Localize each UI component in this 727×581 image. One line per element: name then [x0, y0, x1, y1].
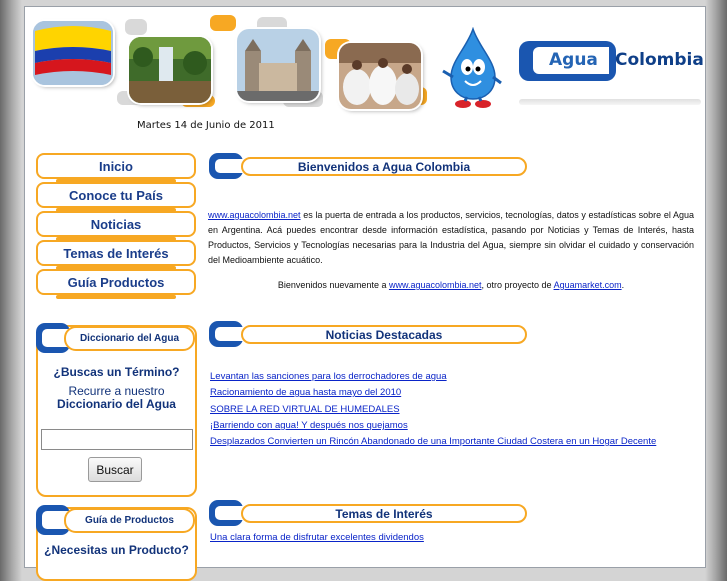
topic-item[interactable]: Una clara forma de disfrutar excelentes dividendos: [210, 532, 424, 543]
dictionary-box: [36, 325, 197, 497]
welcome-header: [209, 153, 527, 179]
dancers-photo: [339, 43, 421, 109]
search-button[interactable]: Buscar: [88, 457, 142, 482]
nav-label: Guía Productos: [67, 274, 165, 290]
products-header: [36, 505, 197, 535]
welcome-again-prefix: Bienvenidos nuevamente a: [277, 280, 389, 290]
flag-photo: [33, 21, 113, 85]
dictionary-header: [36, 323, 197, 353]
logo-agua-text: Agua: [549, 50, 598, 70]
current-date: Martes 14 de Junio de 2011: [137, 120, 275, 131]
agua-colombia-logo[interactable]: [519, 41, 705, 81]
nav-noticias[interactable]: [36, 211, 196, 237]
dictionary-line1: Recurre a nuestro: [68, 384, 165, 398]
nav-label: Temas de Interés: [63, 245, 169, 261]
aguacolombia-link[interactable]: www.aguacolombia.net: [208, 210, 301, 220]
nav-label: Noticias: [90, 216, 142, 232]
nav-inicio[interactable]: [36, 153, 196, 179]
news-item[interactable]: Levantan las sanciones para los derrochadores de agua: [210, 371, 447, 382]
welcome-text: es la puerta de entrada a los productos, servicios, tecnologías, datos y estadísticas sobre el Agua en Argentina. Acá puedes encontrar desde información estadística, pasando por Noticias y Temas de Interés, hasta Productos, Servicios y Tecnologías necesarias para la Industria del Agua, siempre sin olvidar el cuidado y conservación del Medioambiente acuático.: [208, 210, 694, 265]
welcome-again-suffix: .: [621, 280, 625, 290]
dictionary-title: Diccionario del Agua: [64, 326, 195, 351]
products-box: [36, 507, 197, 581]
nav-temas-de-interes[interactable]: [36, 240, 196, 266]
cathedral-photo: [237, 29, 319, 101]
nav-guia-productos[interactable]: [36, 269, 196, 295]
waterfall-photo: [129, 37, 211, 103]
nav-label: Conoce tu País: [69, 187, 163, 203]
news-item[interactable]: Racionamiento de agua hasta mayo del 2010: [210, 387, 402, 398]
page: [24, 6, 706, 568]
products-title: Guía de Productos: [64, 508, 195, 533]
welcome-title: Bienvenidos a Agua Colombia: [241, 157, 527, 176]
decor-gray-block: [125, 19, 147, 35]
dictionary-question: ¿Buscas un Término?: [53, 365, 180, 379]
news-header: [209, 321, 527, 347]
topics-title: Temas de Interés: [241, 504, 527, 523]
logo-shadow: [519, 99, 701, 105]
news-title: Noticias Destacadas: [241, 325, 527, 344]
welcome-again: [208, 278, 694, 293]
news-item[interactable]: ¡Barriendo con agua! Y después nos quejamos: [210, 420, 408, 431]
dictionary-line2: Diccionario del Agua: [57, 397, 176, 411]
topics-header: [209, 500, 527, 526]
news-item[interactable]: Desplazados Convierten un Rincón Abandonado de una Importante Ciudad Costera en un Hogar Decente: [210, 436, 657, 447]
welcome-again-mid: , otro proyecto de: [481, 280, 554, 290]
aguamarket-link[interactable]: Aguamarket.com: [553, 280, 622, 290]
welcome-paragraph: [208, 208, 694, 268]
decor-orange-block: [210, 15, 236, 31]
products-question: ¿Necesitas un Producto?: [44, 543, 189, 557]
nav-label: Inicio: [99, 158, 133, 174]
aguacolombia-link-2[interactable]: www.aguacolombia.net: [388, 280, 482, 290]
news-item[interactable]: SOBRE LA RED VIRTUAL DE HUMEDALES: [210, 404, 400, 415]
dictionary-search-input[interactable]: [41, 429, 193, 450]
logo-colombia-text: Colombia: [615, 50, 704, 70]
nav-conoce-tu-pais[interactable]: [36, 182, 196, 208]
water-drop-mascot-icon: [439, 27, 505, 109]
